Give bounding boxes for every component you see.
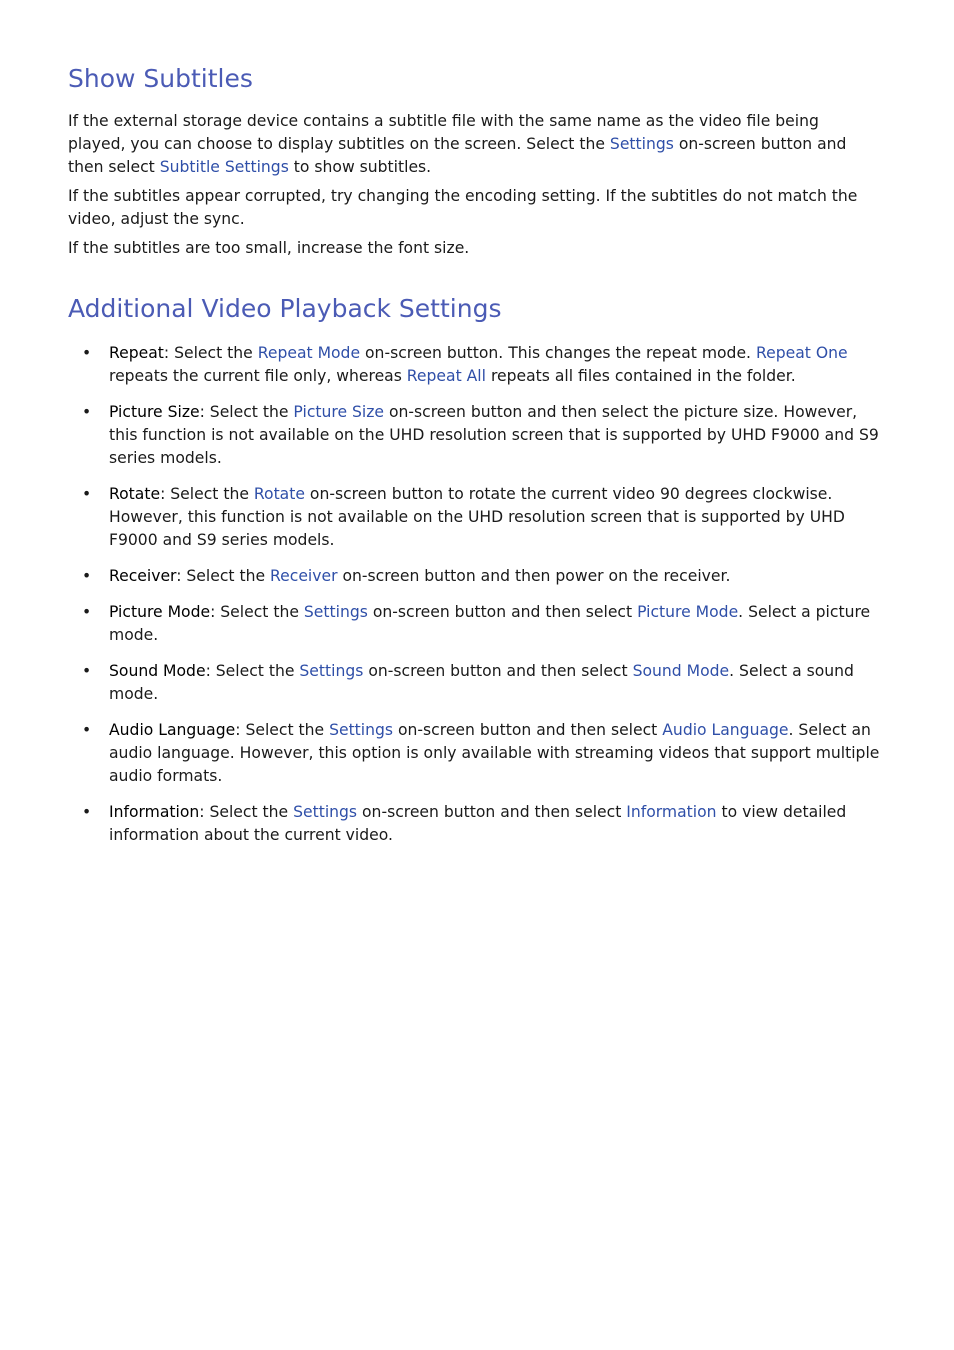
keyword-rotate: Rotate: [253, 485, 305, 503]
keyword-repeat-mode: Repeat Mode: [257, 344, 361, 362]
text-run: on-screen button and then select: [393, 721, 663, 739]
text-run: repeats all files contained in the folder.: [485, 367, 796, 385]
text-run: If the external storage device contains a subtitle file with the same name as the video file being played, you can choose to display subtitles on the screen. Select the: [68, 112, 819, 153]
paragraph-subtitle-file: [68, 110, 880, 179]
term-label: Rotate: [109, 485, 161, 503]
document-page: [68, 60, 880, 860]
keyword-audio-language: Audio Language: [662, 721, 789, 739]
keyword-repeat-all: Repeat All: [406, 367, 486, 385]
text-run: on-screen button and then select: [68, 135, 847, 176]
section-title-additional-settings: Additional Video Playback Settings: [68, 294, 502, 323]
keyword-picture-size: Picture Size: [293, 403, 385, 421]
text-run: . Select an audio language. However, this option is only available with streaming videos that support multiple audio formats.: [109, 721, 880, 785]
text-run: on-screen button and then select: [357, 803, 627, 821]
bullet-icon: •: [82, 662, 92, 680]
paragraph-subtitle-corrupted: If the subtitles appear corrupted, try changing the encoding setting. If the subtitles do not match the video, adjust the sync.: [68, 187, 858, 228]
text-run: to show subtitles.: [288, 158, 432, 176]
bullet-icon: •: [82, 485, 92, 503]
term-label: Audio Language: [109, 721, 236, 739]
bullet-icon: •: [82, 567, 92, 585]
text-run: : Select the: [199, 803, 294, 821]
text-run: : Select the: [176, 567, 271, 585]
term-label: Picture Mode: [109, 603, 211, 621]
text-run: on-screen button and then select the picture size. However, this function is not available on the UHD resolution screen that is supported by UHD F9000 and S9 series models.: [109, 403, 879, 467]
list-item-rotate: [68, 483, 880, 552]
term-label: Repeat: [109, 344, 164, 362]
text-run: on-screen button and then select: [367, 603, 638, 621]
text-run: to view detailed information about the current video.: [109, 803, 847, 844]
keyword-subtitle-settings: Subtitle Settings: [159, 158, 289, 176]
keyword-information: Information: [626, 803, 717, 821]
text-run: on-screen button to rotate the current video 90 degrees clockwise. However, this function is not available on the UHD resolution screen that is supported by UHD F9000 and S9 series models.: [109, 485, 845, 549]
list-item-picture-mode: [68, 601, 880, 647]
paragraph-subtitle-small: If the subtitles are too small, increase the font size.: [68, 239, 470, 257]
term-label: Picture Size: [109, 403, 200, 421]
list-item-picture-size: [68, 401, 880, 470]
keyword-picture-mode: Picture Mode: [637, 603, 739, 621]
bullet-icon: •: [82, 344, 92, 362]
bullet-icon: •: [82, 721, 92, 739]
bullet-icon: •: [82, 403, 92, 421]
text-run: : Select the: [199, 403, 294, 421]
list-item-sound-mode: [68, 660, 880, 706]
keyword-settings: Settings: [299, 662, 364, 680]
term-label: Information: [109, 803, 200, 821]
keyword-settings: Settings: [293, 803, 358, 821]
bullet-icon: •: [82, 603, 92, 621]
keyword-repeat-one: Repeat One: [755, 344, 848, 362]
list-item-information: [68, 801, 880, 847]
text-run: on-screen button. This changes the repeat mode.: [360, 344, 756, 362]
keyword-receiver: Receiver: [270, 567, 338, 585]
settings-list: [68, 342, 880, 847]
text-run: . Select a sound mode.: [109, 662, 854, 703]
list-item-receiver: [68, 565, 880, 588]
section-title-show-subtitles: Show Subtitles: [68, 64, 253, 93]
list-item-audio-language: [68, 719, 880, 788]
text-run: repeats the current file only, whereas: [109, 367, 407, 385]
keyword-settings: Settings: [329, 721, 394, 739]
text-run: : Select the: [163, 344, 258, 362]
term-label: Sound Mode: [109, 662, 206, 680]
list-item-repeat: [68, 342, 880, 388]
text-run: . Select a picture mode.: [109, 603, 871, 644]
text-run: on-screen button and then select: [363, 662, 633, 680]
text-run: : Select the: [160, 485, 254, 503]
text-run: on-screen button and then power on the receiver.: [337, 567, 731, 585]
term-label: Receiver: [109, 567, 177, 585]
text-run: : Select the: [210, 603, 304, 621]
bullet-icon: •: [82, 803, 92, 821]
keyword-sound-mode: Sound Mode: [632, 662, 730, 680]
keyword-settings: Settings: [303, 603, 368, 621]
text-run: : Select the: [205, 662, 300, 680]
keyword-settings: Settings: [609, 135, 674, 153]
text-run: : Select the: [235, 721, 330, 739]
